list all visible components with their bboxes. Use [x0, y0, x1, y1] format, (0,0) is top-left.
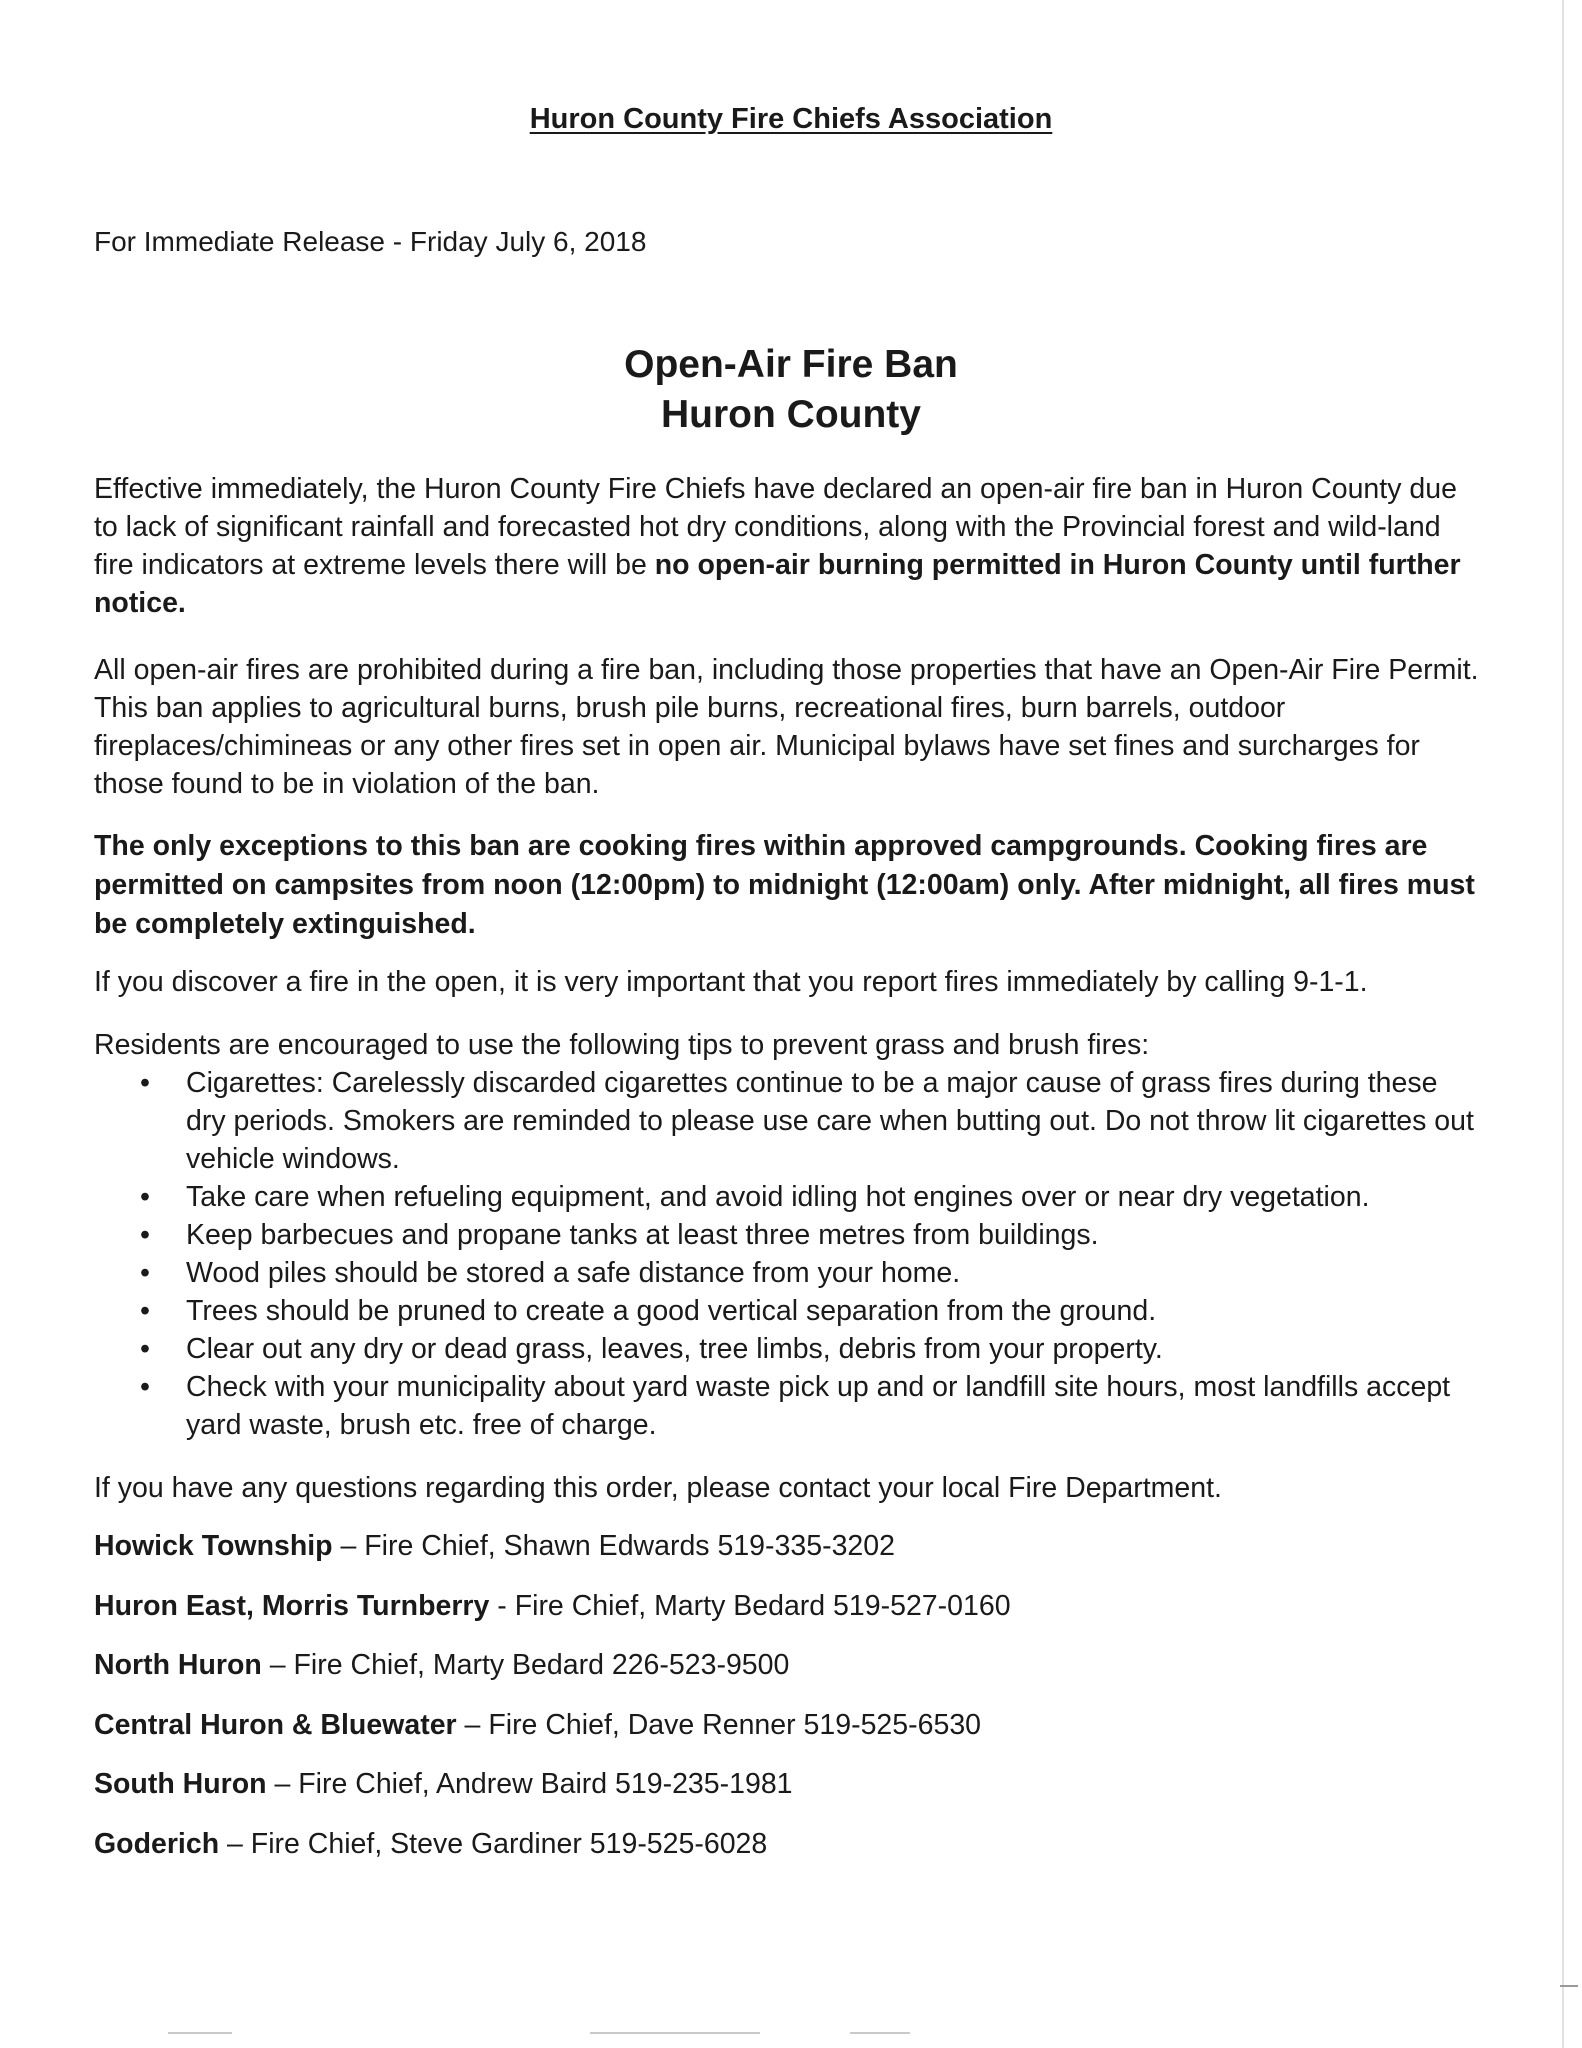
scan-artifact-line — [168, 2032, 232, 2034]
list-item — [94, 1216, 1484, 1254]
tip-text: Take care when refueling equipment, and avoid idling hot engines over or near dry vegetation. — [186, 1181, 1370, 1213]
contact-area: Howick Township — [94, 1530, 333, 1562]
contact-detail: - Fire Chief, Marty Bedard 519-527-0160 — [489, 1589, 1011, 1622]
bullet-icon: • — [140, 1067, 150, 1099]
tip-text: Wood piles should be stored a safe distance from your home. — [186, 1257, 961, 1289]
intro-paragraph — [94, 470, 1484, 622]
list-item — [94, 1064, 1484, 1178]
exceptions-paragraph: The only exceptions to this ban are cooking fires within approved campgrounds. Cooking fires are permitted on campsites from noon (12:00pm) to midnight (12:00am) only. After midnight, all fires must be completely extinguished. — [94, 830, 1475, 940]
list-item — [94, 1330, 1484, 1368]
tip-text: Trees should be pruned to create a good vertical separation from the ground. — [186, 1295, 1157, 1327]
contact-row — [94, 1587, 1484, 1647]
list-item — [94, 1178, 1484, 1216]
list-item — [94, 1292, 1484, 1330]
contact-row — [94, 1527, 1484, 1587]
contact-row — [94, 1706, 1484, 1766]
scan-artifact-line — [850, 2032, 910, 2034]
bullet-icon: • — [140, 1257, 150, 1289]
list-item — [94, 1254, 1484, 1292]
contact-area: Central Huron & Bluewater — [94, 1708, 457, 1741]
title-line-1: Open-Air Fire Ban — [624, 343, 958, 386]
tips-intro: Residents are encouraged to use the following tips to prevent grass and brush fires: — [94, 1029, 1150, 1061]
list-item — [94, 1368, 1484, 1444]
contact-detail: – Fire Chief, Steve Gardiner 519-525-6028 — [219, 1827, 768, 1860]
contact-detail: – Fire Chief, Andrew Baird 519-235-1981 — [266, 1768, 793, 1800]
tip-text: Keep barbecues and propane tanks at least three metres from buildings. — [186, 1219, 1099, 1251]
tip-text: Clear out any dry or dead grass, leaves, tree limbs, debris from your property. — [186, 1333, 1163, 1365]
title-line-2: Huron County — [661, 393, 921, 436]
contact-row — [94, 1765, 1484, 1825]
scan-edge-line — [1562, 0, 1564, 2048]
contact-row — [94, 1825, 1484, 1885]
scan-edge-mark — [1560, 1985, 1578, 1987]
tip-text: Cigarettes: Carelessly discarded cigarettes continue to be a major cause of grass fires during these dry periods. Smokers are reminded to please use care when butting out. Do not throw lit cigarettes out vehicle windows. — [186, 1067, 1474, 1175]
bullet-icon: • — [140, 1219, 150, 1251]
contact-area: South Huron — [94, 1768, 267, 1800]
intro-bold-text: no open-air burning permitted in Huron County until further notice. — [94, 549, 1461, 619]
release-date-line: For Immediate Release - Friday July 6, 2018 — [94, 226, 647, 257]
document-title — [0, 340, 1582, 440]
tips-list — [94, 1064, 1484, 1444]
contact-area: North Huron — [94, 1649, 262, 1681]
scan-artifact-line — [590, 2032, 760, 2034]
contact-area: Huron East, Morris Turnberry — [94, 1589, 490, 1622]
intro-text: Effective immediately, the Huron County Fire Chiefs have declared an open-air fire ban in Huron County due to lack of significant rainfall and forecasted hot dry conditions, along with the Provincial forest and wild-land fire indicators at extreme levels there will be — [94, 473, 1457, 581]
bullet-icon: • — [140, 1295, 150, 1327]
contact-row — [94, 1646, 1484, 1706]
organization-heading: Huron County Fire Chiefs Association — [529, 103, 1053, 135]
contact-detail: – Fire Chief, Marty Bedard 226-523-9500 — [261, 1649, 790, 1681]
contact-detail: – Fire Chief, Shawn Edwards 519-335-3202 — [332, 1530, 895, 1562]
bullet-icon: • — [140, 1333, 150, 1365]
contact-list — [94, 1527, 1484, 1884]
tip-text: Check with your municipality about yard waste pick up and or landfill site hours, most landfills accept yard waste, brush etc. free of charge. — [186, 1371, 1451, 1441]
questions-paragraph: If you have any questions regarding this order, please contact your local Fire Department. — [94, 1472, 1222, 1504]
prohibition-paragraph: All open-air fires are prohibited during a fire ban, including those properties that have an Open-Air Fire Permit. This ban applies to agricultural burns, brush pile burns, recreational fires, burn barrels, outdoor fireplaces/chimineas or any other fires set in open air. Municipal bylaws have set fines and surcharges for those found to be in violation of the ban. — [94, 654, 1479, 800]
bullet-icon: • — [140, 1181, 150, 1213]
tips-section — [94, 1026, 1484, 1444]
bullet-icon: • — [140, 1371, 150, 1403]
contact-detail: – Fire Chief, Dave Renner 519-525-6530 — [456, 1708, 982, 1741]
contact-area: Goderich — [94, 1827, 220, 1860]
report-paragraph: If you discover a fire in the open, it is very important that you report fires immediately by calling 9-1-1. — [94, 966, 1368, 998]
